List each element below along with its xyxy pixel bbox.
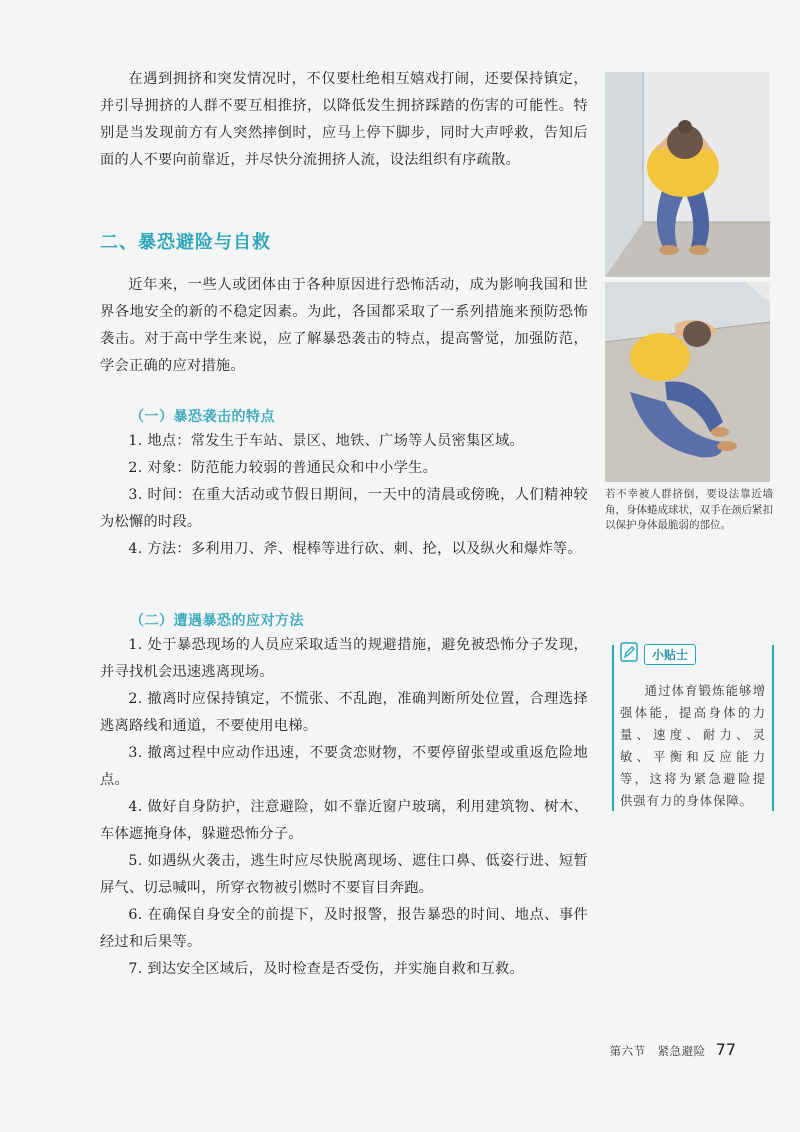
curled-illustration	[605, 282, 770, 482]
list-item: 1. 地点：常发生于车站、景区、地铁、广场等人员密集区域。	[128, 433, 525, 449]
list-item: 7. 到达安全区域后，及时检查是否受伤，并实施自救和互救。	[128, 961, 525, 977]
section-intro-block	[100, 272, 588, 380]
section-title: 二、暴恐避险与自救	[100, 232, 271, 253]
list-item: 5. 如遇纵火袭击，逃生时应尽快脱离现场、遮住口鼻、低姿行进、短暂屏气、切忌喊叫，所穿衣物被引燃时不要盲目奔跑。	[100, 853, 588, 896]
list-item: 4. 做好自身防护，注意避险，如不靠近窗户玻璃，利用建筑物、树木、车体遮掩身体，躲避恐怖分子。	[100, 799, 588, 842]
list-item: 2. 对象：防范能力较弱的普通民众和中小学生。	[128, 460, 438, 476]
subsection-title-response: （二）遭遇暴恐的应对方法	[130, 613, 304, 629]
intro-paragraph: 在遇到拥挤和突发情况时，不仅要杜绝相互嬉戏打闹，还要保持镇定，并引导拥挤的人群不要互相推挤，以降低发生拥挤踩踏的伤害的可能性。特别是当发现前方有人突然摔倒时，应马上停下脚步，同时大声呼救，告知后面的人不要向前靠近，并尽快分流拥挤人流，设法组织有序疏散。	[100, 71, 588, 168]
list-item: 3. 时间：在重大活动或节假日期间，一天中的清晨或傍晚，人们精神较为松懈的时段。	[100, 487, 588, 530]
tip-label: 小贴士	[644, 644, 696, 665]
list-item: 6. 在确保自身安全的前提下，及时报警，报告暴恐的时间、地点、事件经过和后果等。	[100, 907, 588, 950]
features-list	[100, 428, 588, 563]
list-item: 1. 处于暴恐现场的人员应采取适当的规避措施，避免被恐怖分子发现，并寻找机会迅速逃离现场。	[100, 637, 588, 680]
list-item: 4. 方法：多利用刀、斧、棍棒等进行砍、刺、抡，以及纵火和爆炸等。	[128, 541, 582, 557]
list-item: 3. 撤离过程中应动作迅速，不要贪恋财物，不要停留张望或重返危险地点。	[100, 745, 588, 788]
page-number: 77	[715, 1040, 736, 1059]
photo-caption: 若不幸被人群挤倒，要设法靠近墙角，身体蜷成球状，双手在颈后紧扣以保护身体最脆弱的部位。	[605, 488, 773, 531]
footer-section-label: 第六节 紧急避险	[609, 1044, 706, 1058]
tip-header	[620, 643, 696, 665]
page-footer	[610, 1040, 736, 1059]
crouch-illustration	[605, 72, 770, 277]
intro-block	[100, 66, 588, 174]
pencil-icon	[620, 642, 638, 666]
section-intro-paragraph: 近年来，一些人或团体由于各种原因进行恐怖活动，成为影响我国和世界各地安全的新的不稳定因素。为此，各国都采取了一系列措施来预防恐怖袭击。对于高中学生来说，应了解暴恐袭击的特点，提高警觉，加强防范，学会正确的应对措施。	[100, 277, 588, 374]
response-list	[100, 632, 588, 983]
list-item: 2. 撤离时应保持镇定，不慌张、不乱跑，准确判断所处位置，合理选择逃离路线和通道，不要使用电梯。	[100, 691, 588, 734]
curled-photo	[605, 282, 770, 482]
tip-text: 通过体育锻炼能够增强体能，提高身体的力量、速度、耐力、灵敏、平衡和反应能力等，这将为紧急避险提供强有力的身体保障。	[620, 684, 766, 808]
crouch-photo	[605, 72, 770, 277]
subsection-title-features: （一）暴恐袭击的特点	[130, 409, 275, 425]
